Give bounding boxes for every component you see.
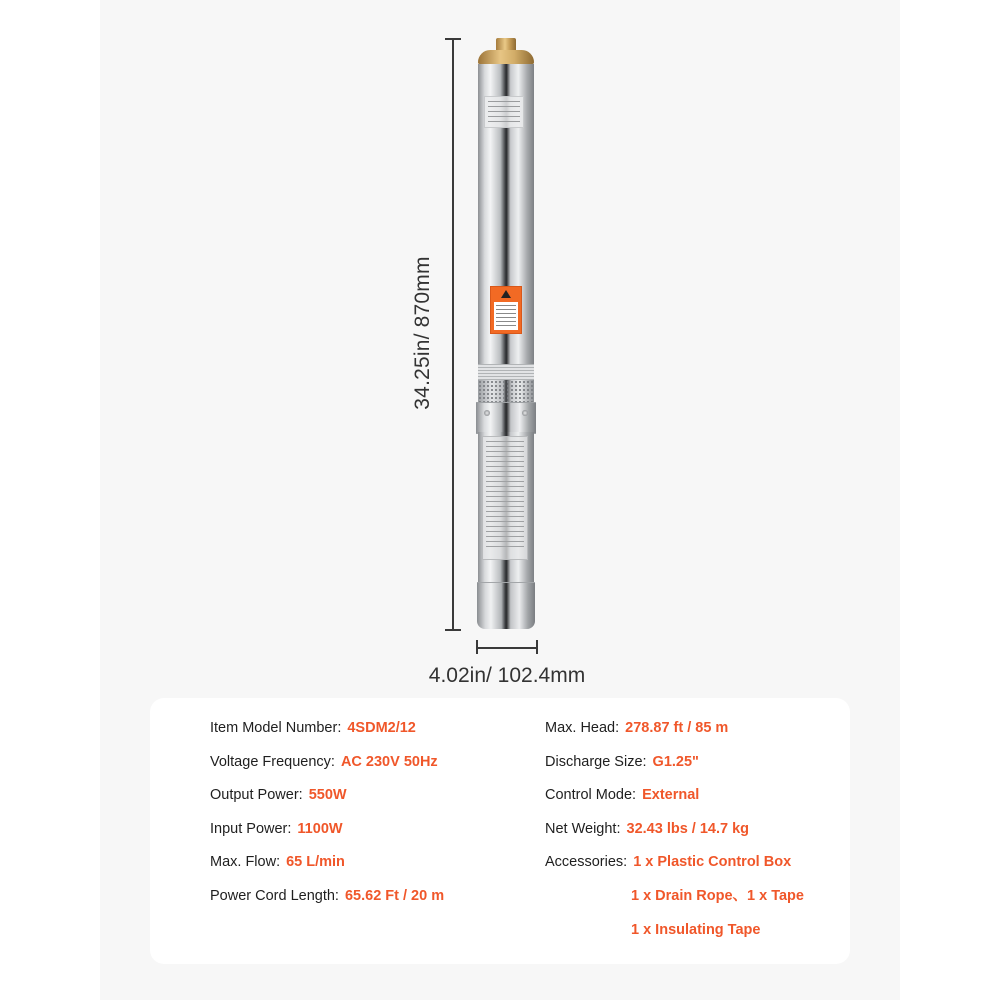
- spec-card: [150, 698, 850, 964]
- spec-value: G1.25": [652, 753, 699, 770]
- spec-row-accessories: [545, 852, 804, 886]
- height-dimension-label: 34.25in/ 870mm: [411, 256, 434, 410]
- spec-label: Item Model Number:: [210, 720, 342, 736]
- spec-row-control-mode: [545, 785, 804, 819]
- spec-row-net-weight: [545, 819, 804, 853]
- spec-column-left: [210, 718, 444, 920]
- spec-label: Power Cord Length:: [210, 887, 339, 904]
- spec-value: 1 x Plastic Control Box: [633, 854, 792, 871]
- spec-value: 65 L/min: [286, 854, 345, 871]
- spec-row-accessories-extra: [545, 920, 804, 954]
- spec-label: Output Power:: [210, 787, 303, 804]
- spec-label: Discharge Size:: [545, 753, 647, 770]
- brand-label: [484, 96, 524, 128]
- height-dimension-cap-bottom: [445, 629, 461, 631]
- brass-top-cap: [478, 50, 534, 64]
- spec-value: 1 x Drain Rope、1 x Tape: [631, 887, 804, 904]
- spec-row-output-power: [210, 785, 444, 819]
- spec-label: Max. Flow:: [210, 854, 281, 871]
- spec-value: 550W: [308, 787, 347, 804]
- width-dimension-line: [477, 647, 537, 649]
- motor-collar: [476, 402, 536, 434]
- pump-ribs: [478, 364, 534, 380]
- width-dimension-label: 4.02in/ 102.4mm: [428, 664, 586, 687]
- spec-value: AC 230V 50Hz: [340, 753, 438, 770]
- bolt-icon: [484, 410, 490, 416]
- intake-mesh: [478, 380, 534, 402]
- spec-label: Voltage Frequency:: [210, 753, 335, 770]
- spec-row-discharge: [545, 752, 804, 786]
- spec-row-max-head: [545, 718, 804, 752]
- spec-row-input-power: [210, 819, 444, 853]
- warning-triangle-icon: [501, 290, 511, 298]
- bolt-icon: [522, 410, 528, 416]
- width-dimension-cap-right: [536, 640, 538, 654]
- spec-row-cord-length: [210, 886, 444, 920]
- spec-value: 1100W: [297, 820, 343, 837]
- spec-row-model: [210, 718, 444, 752]
- rating-plate: [482, 436, 528, 560]
- spec-value: 4SDM2/12: [347, 720, 416, 736]
- spec-column-right: [545, 718, 804, 953]
- spec-label: Net Weight:: [545, 820, 621, 837]
- spec-value: External: [642, 787, 700, 804]
- spec-label: Input Power:: [210, 820, 292, 837]
- pump-image: [476, 38, 536, 638]
- spec-row-voltage: [210, 752, 444, 786]
- spec-label: Max. Head:: [545, 720, 620, 736]
- height-dimension-line: [452, 39, 454, 631]
- spec-row-accessories-extra: [545, 886, 804, 920]
- pump-bottom-band: [477, 582, 535, 629]
- spec-label: Accessories:: [545, 854, 628, 871]
- warning-label: [490, 286, 522, 334]
- spec-value: 32.43 lbs / 14.7 kg: [626, 820, 750, 837]
- spec-value: 1 x Insulating Tape: [631, 921, 761, 938]
- spec-label: Control Mode:: [545, 787, 637, 804]
- spec-row-max-flow: [210, 852, 444, 886]
- spec-value: 65.62 Ft / 20 m: [344, 887, 445, 904]
- spec-value: 278.87 ft / 85 m: [625, 720, 729, 736]
